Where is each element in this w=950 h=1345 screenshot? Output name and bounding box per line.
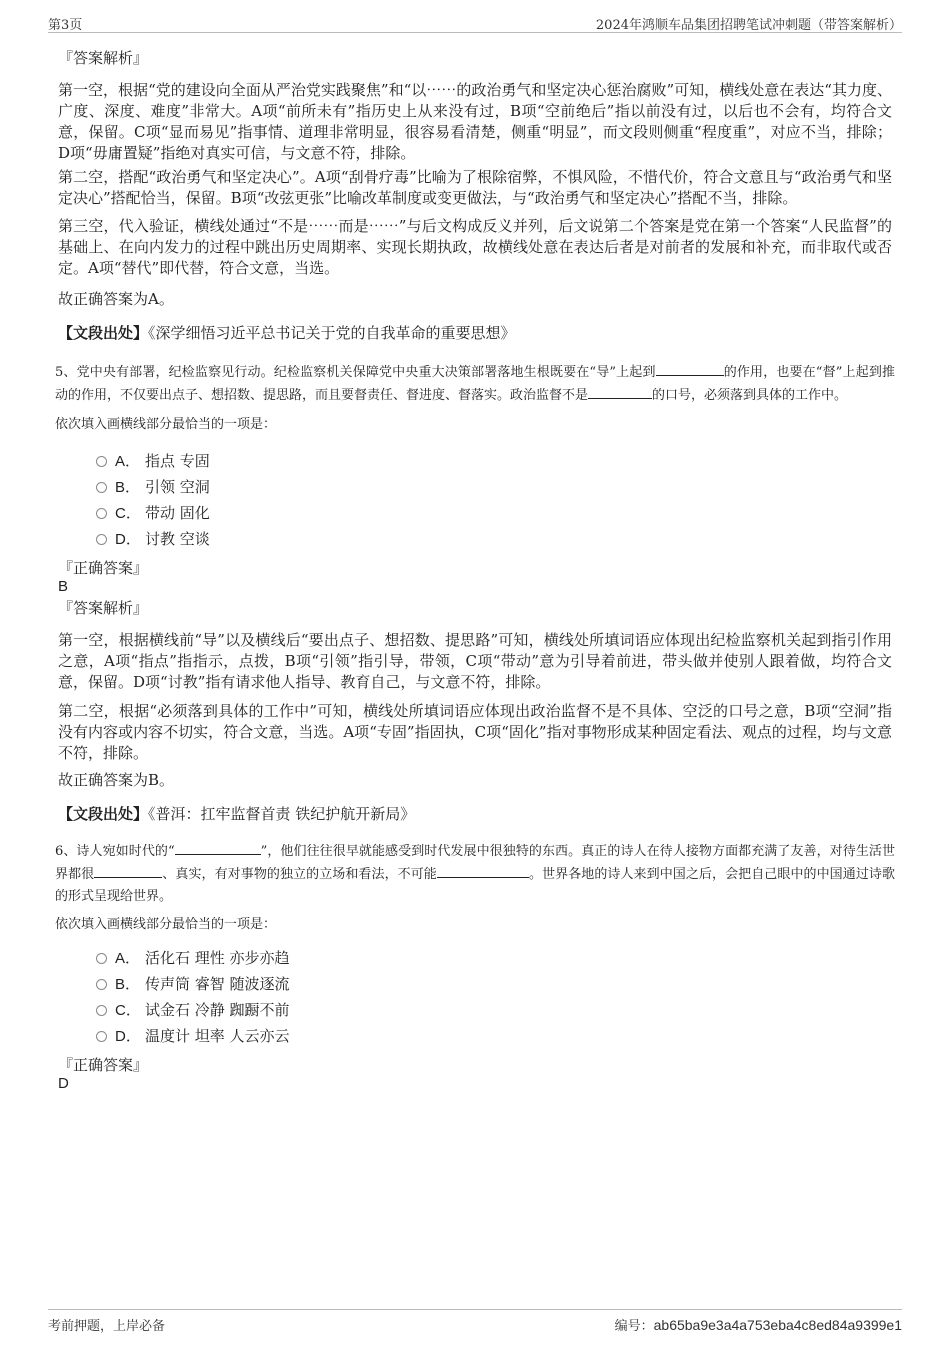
option-letter: A． bbox=[115, 453, 141, 470]
q4-analysis-p2: 第二空，搭配“政治勇气和坚定决心”。A项“刮骨疗毒”比喻为了根除宿弊，不惧风险，不惜代价，符合文意且与“政治勇气和坚定决心”搭配恰当，保留。B项“改弦更张”比喻改革制度或变更做法，与“政治勇气和坚定决心”搭配不当，排除。 bbox=[58, 168, 892, 207]
radio-icon[interactable] bbox=[96, 979, 107, 990]
q6-stem bbox=[55, 840, 895, 908]
option-letter: B． bbox=[115, 976, 141, 993]
option-letter: B． bbox=[115, 479, 141, 496]
radio-icon[interactable] bbox=[96, 1031, 107, 1042]
q6-blank-3 bbox=[437, 863, 529, 878]
q6-blank-1 bbox=[175, 840, 261, 855]
q5-conclusion: 故正确答案为B。 bbox=[58, 771, 175, 789]
option-letter: D． bbox=[115, 1028, 141, 1045]
option-letter: D． bbox=[115, 531, 141, 548]
q5-answer-label: 『正确答案』 bbox=[58, 559, 149, 577]
q6-prompt: 依次填入画横线部分最恰当的一项是： bbox=[55, 917, 277, 932]
q6-answer-label: 『正确答案』 bbox=[58, 1056, 149, 1074]
q5-prompt: 依次填入画横线部分最恰当的一项是： bbox=[55, 417, 277, 432]
q6-option-b[interactable] bbox=[96, 973, 290, 995]
option-letter: C． bbox=[115, 505, 141, 522]
q4-source bbox=[58, 323, 892, 344]
radio-icon[interactable] bbox=[96, 1005, 107, 1016]
option-text: 指点 专固 bbox=[145, 452, 210, 470]
q5-blank-1 bbox=[656, 361, 724, 376]
q5-stem-part-a: 5、党中央有部署，纪检监察见行动。纪检监察机关保障党中央重大决策部署落地生根既要在“导”上起到 bbox=[55, 365, 656, 380]
option-text: 试金石 冷静 踟蹰不前 bbox=[145, 1001, 290, 1019]
option-letter: C． bbox=[115, 1002, 141, 1019]
document-title: 2024年鸿顺车品集团招聘笔试冲刺题（带答案解析） bbox=[595, 18, 902, 33]
q5-answer: B bbox=[58, 578, 69, 595]
q6-stem-part-c: 、真实，有对事物的独立的立场和看法，不可能 bbox=[162, 867, 437, 882]
q5-option-b[interactable] bbox=[96, 476, 210, 498]
page-header bbox=[48, 12, 902, 33]
q5-stem-part-c: 的口号，必须落到具体的工作中。 bbox=[652, 388, 848, 403]
page-footer bbox=[48, 1309, 902, 1334]
q6-blank-2 bbox=[94, 863, 162, 878]
q6-option-a[interactable] bbox=[96, 947, 290, 969]
q5-option-c[interactable] bbox=[96, 502, 210, 524]
q6-stem-part-a: 6、诗人宛如时代的“ bbox=[55, 844, 175, 859]
option-text: 带动 固化 bbox=[145, 504, 210, 522]
footer-slogan: 考前押题，上岸必备 bbox=[48, 1319, 166, 1334]
q5-option-d[interactable] bbox=[96, 528, 210, 550]
q6-stem-part-b: ”，他们往往很早就能感受到时代发展中很独特的东西。真正的诗人在待人接物方面都充满了友善，对待生活世界都很 bbox=[55, 844, 895, 882]
q5-analysis-p2: 第二空，根据“必须落到具体的工作中”可知，横线处所填词语应体现出政治监督不是不具体、空泛的口号之意，B项“空洞”指没有内容或内容不切实，符合文意，当选。A项“专固”指固执，C项“固化”指对事物形成某种固定看法、观点的过程，均与文意不符，排除。 bbox=[58, 702, 892, 762]
q5-analysis-p1: 第一空，根据横线前“导”以及横线后“要出点子、想招数、提思路”可知，横线处所填词语应体现出纪检监察机关起到指引作用之意，A项“指点”指指示，点拨，B项“引领”指引导，带领，C项“带动”意为引导着前进，带头做并使别人跟着做，均符合文意，保留。D项“讨教”指有请求他人指导、教育自己，与文意不符，排除。 bbox=[58, 631, 892, 691]
option-text: 温度计 坦率 人云亦云 bbox=[145, 1027, 290, 1045]
radio-icon[interactable] bbox=[96, 482, 107, 493]
radio-icon[interactable] bbox=[96, 508, 107, 519]
q6-option-c[interactable] bbox=[96, 999, 290, 1021]
q5-option-a[interactable] bbox=[96, 450, 210, 472]
q4-analysis-p3: 第三空，代入验证，横线处通过“不是⋯⋯而是⋯⋯”与后文构成反义并列，后文说第二个答案是党在第一个答案“人民监督”的基础上、在向内发力的过程中跳出历史周期率、实现长期执政，故横线处意在表达后者是对前者的发展和补充，而非取代或否定。A项“替代”即代替，符合文意，当选。 bbox=[58, 217, 892, 277]
q4-analysis-p1: 第一空，根据“党的建设向全面从严治党实践聚焦”和“以⋯⋯的政治勇气和坚定决心惩治腐败”可知，横线处意在表达“其力度、广度、深度、难度”非常大。A项“前所未有”指历史上从来没有过，B项“空前绝后”指以前没有过，以后也不会有，均符合文意，保留。C项“显而易见”指事情、道理非常明显，很容易看清楚，侧重“明显”，而文段则侧重“程度重”，对应不当，排除；D项“毋庸置疑”指绝对真实可信，与文意不符，排除。 bbox=[58, 81, 892, 162]
radio-icon[interactable] bbox=[96, 953, 107, 964]
q4-source-title: 《深学细悟习近平总书记关于党的自我革命的重要思想》 bbox=[148, 324, 516, 342]
q6-option-d[interactable] bbox=[96, 1025, 290, 1047]
page-number: 第3页 bbox=[48, 18, 83, 33]
q5-stem bbox=[55, 361, 895, 407]
document-code bbox=[615, 1315, 902, 1334]
q6-stem-part-d: 。世界各地的诗人来到中国之后，会把自己眼中的中国通过诗歌的形式呈现给世界。 bbox=[55, 867, 895, 904]
option-letter: A． bbox=[115, 950, 141, 967]
q5-blank-2 bbox=[588, 384, 652, 399]
q5-source-label: 【文段出处】 bbox=[58, 805, 149, 823]
option-text: 活化石 理性 亦步亦趋 bbox=[145, 949, 290, 967]
option-text: 引领 空洞 bbox=[145, 478, 210, 496]
radio-icon[interactable] bbox=[96, 456, 107, 467]
radio-icon[interactable] bbox=[96, 534, 107, 545]
code-value: ab65ba9e3a4a753eba4c8ed84a9399e1 bbox=[653, 1317, 902, 1333]
option-text: 传声筒 睿智 随波逐流 bbox=[145, 975, 290, 993]
q6-answer: D bbox=[58, 1075, 69, 1092]
q5-source bbox=[58, 804, 892, 825]
q5-analysis-label: 『答案解析』 bbox=[58, 599, 149, 617]
q5-stem-part-b: 的作用，也要在“督”上起到推动的作用，不仅要出点子、想招数、提思路，而且要督责任、督进度、督落实。政治监督不是 bbox=[55, 365, 895, 403]
q5-source-title: 《普洱：扛牢监督首责 铁纪护航开新局》 bbox=[148, 805, 416, 823]
option-text: 讨教 空谈 bbox=[145, 530, 210, 548]
q4-source-label: 【文段出处】 bbox=[58, 324, 149, 342]
q4-analysis-label: 『答案解析』 bbox=[58, 49, 149, 67]
code-label: 编号： bbox=[614, 1319, 654, 1334]
q4-conclusion: 故正确答案为A。 bbox=[58, 290, 174, 308]
